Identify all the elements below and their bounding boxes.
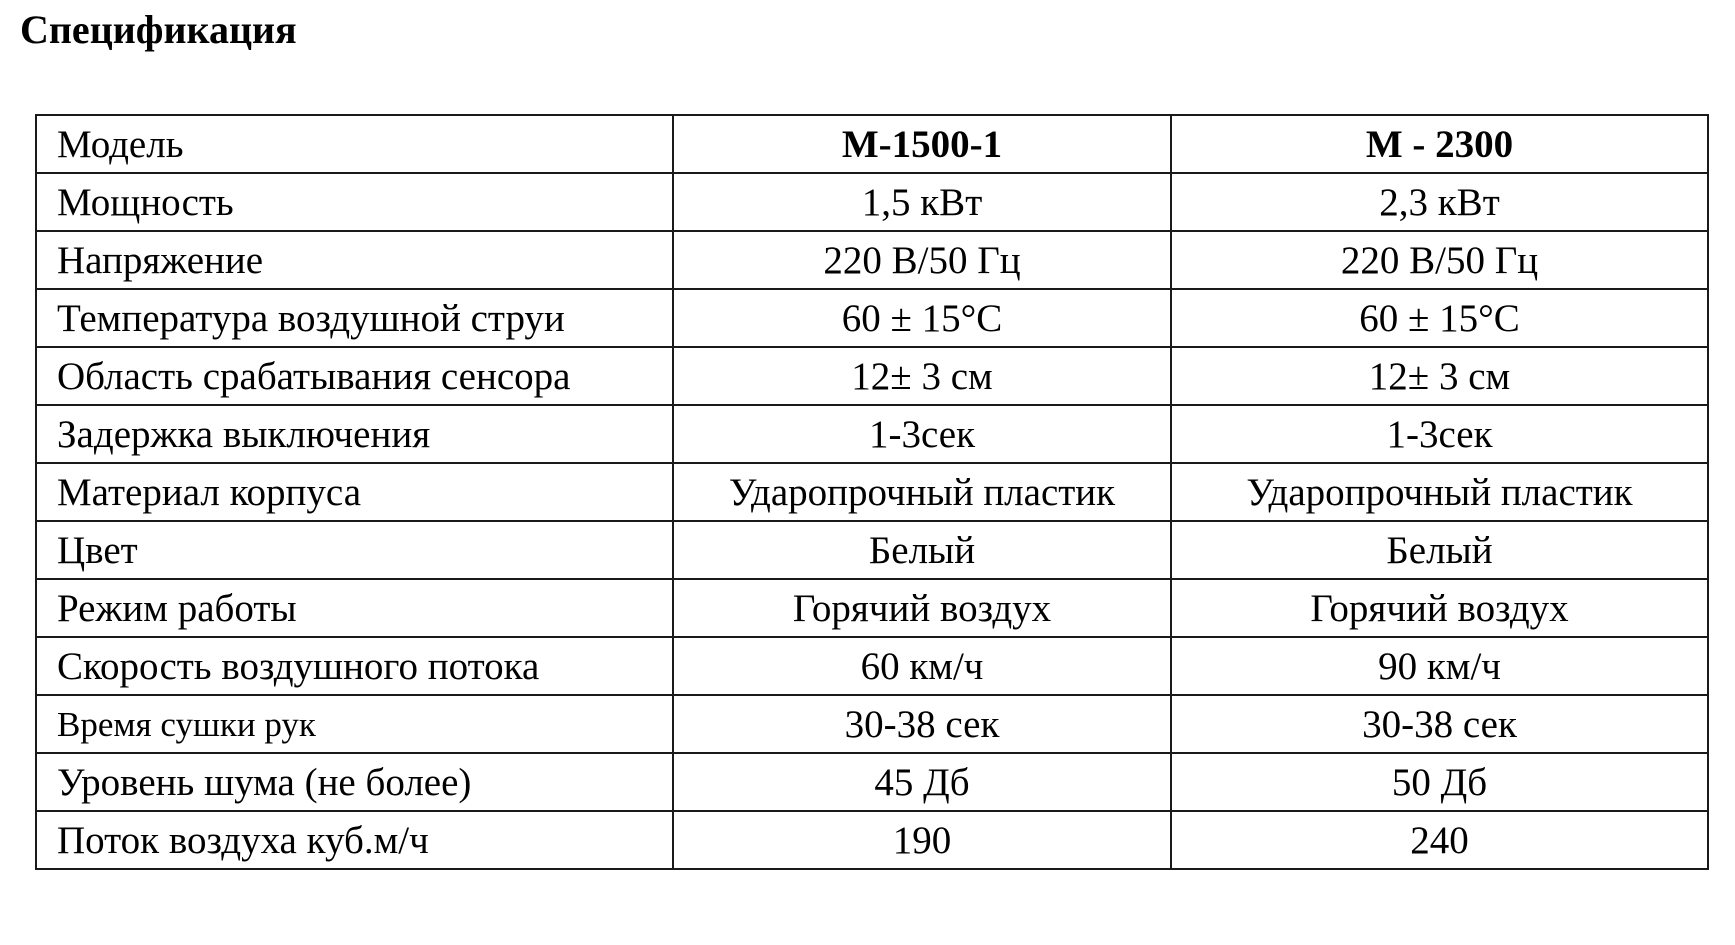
header-model-2-cell: М - 2300	[1171, 115, 1708, 173]
table-row	[36, 347, 1708, 405]
table-row	[36, 637, 1708, 695]
row-value-model-1: 60 км/ч	[673, 637, 1171, 695]
row-value-model-2: 60 ± 15°С	[1171, 289, 1708, 347]
header-model-1-cell: М-1500-1	[673, 115, 1171, 173]
header-label-cell: Модель	[36, 115, 673, 173]
row-label-cell: Время сушки рук	[36, 695, 673, 753]
row-value-model-1: 45 Дб	[673, 753, 1171, 811]
table-row	[36, 463, 1708, 521]
row-label-cell: Скорость воздушного потока	[36, 637, 673, 695]
table-row	[36, 521, 1708, 579]
row-label-cell: Напряжение	[36, 231, 673, 289]
row-value-model-2: 240	[1171, 811, 1708, 869]
row-value-model-2: Белый	[1171, 521, 1708, 579]
row-label-cell: Материал корпуса	[36, 463, 673, 521]
row-label-cell: Мощность	[36, 173, 673, 231]
table-row	[36, 579, 1708, 637]
table-row	[36, 289, 1708, 347]
row-value-model-1: Горячий воздух	[673, 579, 1171, 637]
row-value-model-1: 190	[673, 811, 1171, 869]
row-value-model-2: 220 В/50 Гц	[1171, 231, 1708, 289]
row-label-cell: Область срабатывания сенсора	[36, 347, 673, 405]
row-value-model-2: Ударопрочный пластик	[1171, 463, 1708, 521]
row-value-model-2: Горячий воздух	[1171, 579, 1708, 637]
table-row	[36, 405, 1708, 463]
row-label-cell: Режим работы	[36, 579, 673, 637]
table-row	[36, 231, 1708, 289]
row-value-model-1: 1,5 кВт	[673, 173, 1171, 231]
row-label-cell: Уровень шума (не более)	[36, 753, 673, 811]
row-value-model-2: 2,3 кВт	[1171, 173, 1708, 231]
row-value-model-2: 50 Дб	[1171, 753, 1708, 811]
row-value-model-2: 90 км/ч	[1171, 637, 1708, 695]
row-value-model-1: 30-38 сек	[673, 695, 1171, 753]
row-label-cell: Температура воздушной струи	[36, 289, 673, 347]
table-row	[36, 753, 1708, 811]
row-value-model-1: 60 ± 15°С	[673, 289, 1171, 347]
document-title: Спецификация	[20, 7, 297, 52]
row-label-cell: Цвет	[36, 521, 673, 579]
row-value-model-2: 12± 3 см	[1171, 347, 1708, 405]
row-value-model-1: Белый	[673, 521, 1171, 579]
table-row	[36, 695, 1708, 753]
row-label-cell: Задержка выключения	[36, 405, 673, 463]
row-value-model-1: 220 В/50 Гц	[673, 231, 1171, 289]
row-value-model-2: 30-38 сек	[1171, 695, 1708, 753]
row-value-model-1: Ударопрочный пластик	[673, 463, 1171, 521]
row-value-model-1: 12± 3 см	[673, 347, 1171, 405]
table-row	[36, 811, 1708, 869]
row-value-model-2: 1-3сек	[1171, 405, 1708, 463]
specification-table	[35, 114, 1709, 870]
row-value-model-1: 1-3сек	[673, 405, 1171, 463]
row-label-cell: Поток воздуха куб.м/ч	[36, 811, 673, 869]
table-header-row	[36, 115, 1708, 173]
table-row	[36, 173, 1708, 231]
